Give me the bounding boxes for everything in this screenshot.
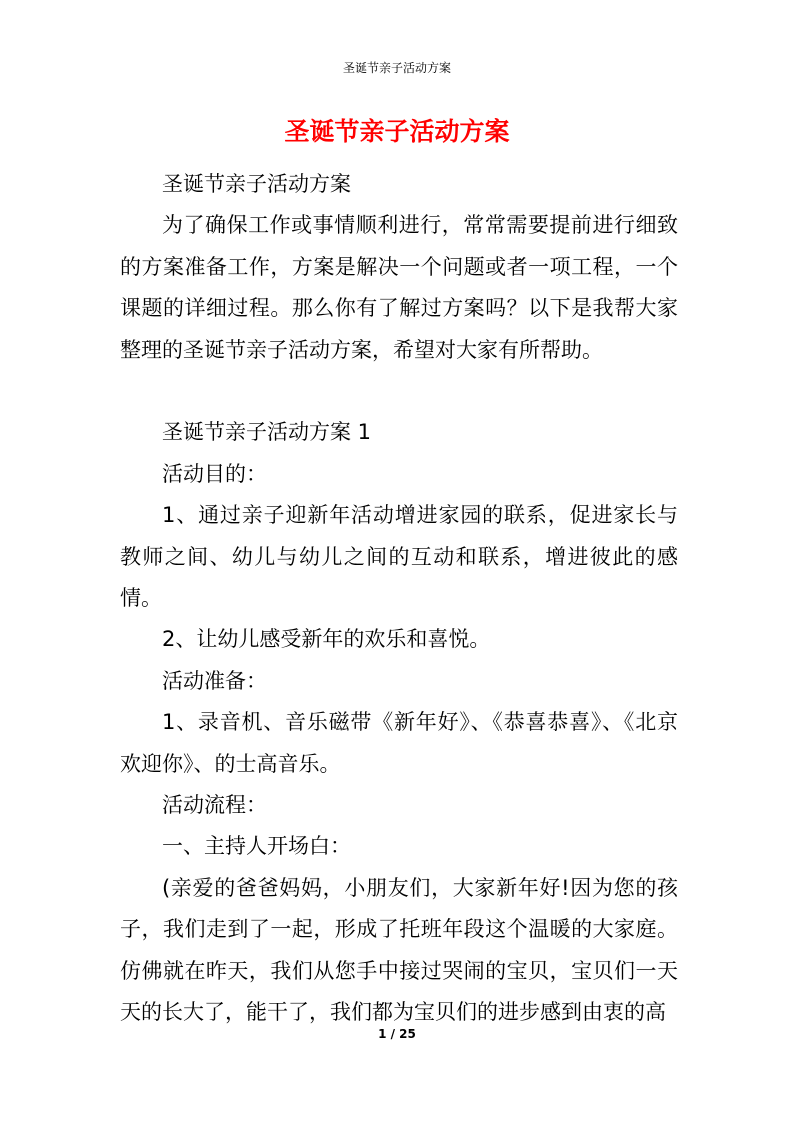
section-heading-1: 圣诞节亲子活动方案 1 (162, 420, 372, 445)
heading-activity-preparation: 活动准备： (162, 668, 267, 693)
process-step-1: 一、主持人开场白： (162, 834, 351, 859)
heading-activity-purpose: 活动目的： (162, 461, 267, 486)
paragraph-subtitle: 圣诞节亲子活动方案 (162, 172, 351, 196)
preparation-item-1: 1、录音机、音乐磁带《新年好》、《恭喜恭喜》、《北京欢迎你》、的士高音乐。 (120, 710, 678, 776)
page-number: 1 / 25 (378, 1027, 416, 1041)
running-header: 圣诞节亲子活动方案 (342, 61, 451, 75)
paragraph-intro: 为了确保工作或事情顺利进行，常常需要提前进行细致的方案准备工作，方案是解决一个问题或者一项工程，一个课题的详细过程。那么你有了解过方案吗？以下是我帮大家整理的圣诞节亲子活动方案，希望对大家有所帮助。 (120, 213, 678, 362)
blank-line (120, 371, 678, 412)
purpose-item-2: 2、让幼儿感受新年的欢乐和喜悦。 (162, 627, 491, 652)
document-title: 圣诞节亲子活动方案 (284, 117, 510, 146)
host-opening-speech: (亲爱的爸爸妈妈，小朋友们，大家新年好!因为您的孩子，我们走到了一起，形成了托班年段这个温暖的大家庭。仿佛就在昨天，我们从您手中接过哭闹的宝贝，宝贝们一天天的长大了，能干了，我们都为宝贝们的进步感到由衷的高 (120, 875, 678, 1025)
document-body (120, 164, 678, 1034)
purpose-item-1: 1、通过亲子迎新年活动增进家园的联系，促进家长与教师之间、幼儿与幼儿之间的互动和联系，增进彼此的感情。 (120, 503, 678, 611)
heading-activity-process: 活动流程： (162, 793, 267, 818)
